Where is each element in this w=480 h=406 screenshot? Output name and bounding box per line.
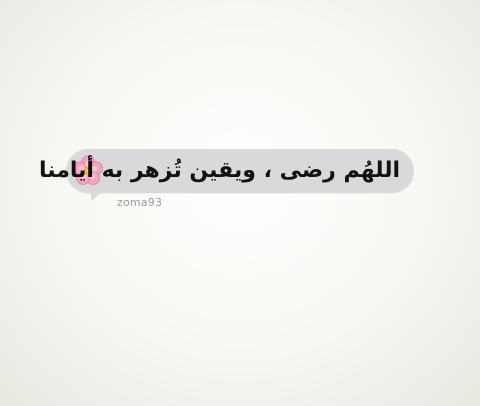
message-text: اللهُم رضى ، ويقين تُزهر به أيامنا <box>38 158 400 183</box>
sender-username: zoma93 <box>117 196 163 209</box>
message-bubble <box>38 149 414 193</box>
